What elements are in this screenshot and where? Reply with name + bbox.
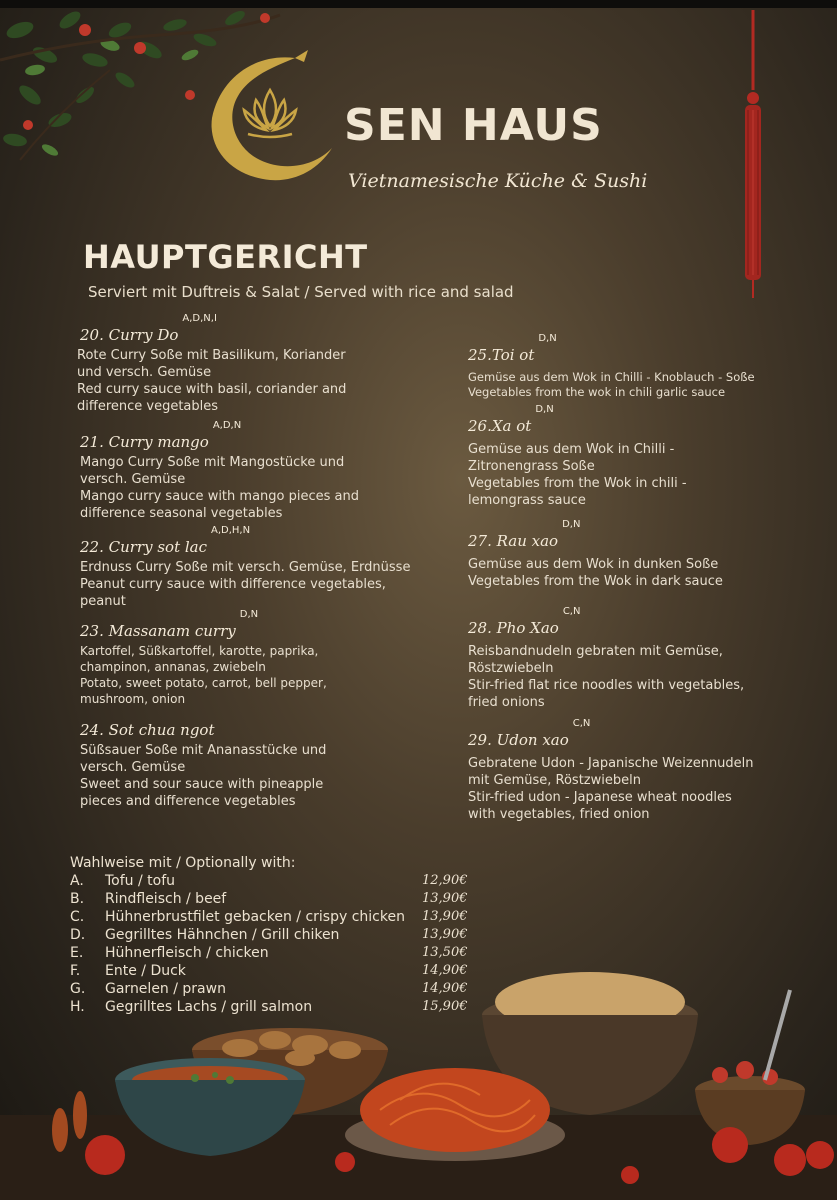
option-price: 13,90€ xyxy=(422,927,468,942)
menu-item-25 xyxy=(468,333,808,400)
allergen-codes: A,D,H,N xyxy=(211,525,251,536)
menu-item-20 xyxy=(77,313,450,415)
menu-item-26 xyxy=(468,404,808,509)
option-row-b: B. Rindfleisch / beef 13,90€ xyxy=(70,891,468,907)
option-price: 12,90€ xyxy=(422,873,468,888)
menu-item-29 xyxy=(468,718,808,823)
option-row-f: F. Ente / Duck 14,90€ xyxy=(70,963,468,979)
dish-name: 26.Xa ot xyxy=(468,417,532,435)
option-row-c: C. Hühnerbrustfilet gebacken / crispy chicken 13,90€ xyxy=(70,909,468,925)
menu-item-28 xyxy=(468,606,808,711)
option-price: 13,90€ xyxy=(422,909,468,924)
dish-name: 29. Udon xao xyxy=(468,731,569,749)
dish-description: Reisbandnudeln gebraten mit Gemüse, Röstzwiebeln Stir-fried flat rice noodles with vegetables, fried onions xyxy=(468,644,745,710)
dish-name: 27. Rau xao xyxy=(468,532,559,550)
brand-tagline: Vietnamesische Küche & Sushi xyxy=(348,170,648,192)
dish-description: Gemüse aus dem Wok in dunken Soße Vegetables from the Wok in dark sauce xyxy=(468,557,723,589)
dish-description: Gebratene Udon - Japanische Weizennudeln mit Gemüse, Röstzwiebeln Stir-fried udon - Japanese wheat noodles with vegetables, fried onion xyxy=(468,756,754,822)
dish-name: 23. Massanam curry xyxy=(80,622,236,640)
dish-description: Gemüse aus dem Wok in Chilli - Zitronengrass Soße Vegetables from the Wok in chili - lemongrass sauce xyxy=(468,442,687,508)
menu-item-27 xyxy=(468,519,808,590)
dish-description: Kartoffel, Süßkartoffel, karotte, paprika, champinon, annanas, zwiebeln Potato, sweet potato, carrot, bell pepper, mushroom, onion xyxy=(80,644,327,706)
option-row-g: G. Garnelen / prawn 14,90€ xyxy=(70,981,468,997)
allergen-codes: D,N xyxy=(562,519,581,530)
section-subtitle: Serviert mit Duftreis & Salat / Served with rice and salad xyxy=(88,283,514,301)
dish-name: 21. Curry mango xyxy=(80,433,209,451)
dish-name: 25.Toi ot xyxy=(468,346,535,364)
menu-item-21 xyxy=(80,420,450,522)
dish-name: 22. Curry sot lac xyxy=(80,538,208,556)
brand-name: SEN HAUS xyxy=(344,100,603,151)
allergen-codes: C,N xyxy=(572,718,591,729)
koi-lotus-logo xyxy=(200,48,340,188)
allergen-codes: D,N xyxy=(239,609,259,620)
dish-description: Süßsauer Soße mit Ananasstücke und versch. Gemüse Sweet and sour sauce with pineapple pieces and difference vegetables xyxy=(80,743,327,809)
option-price: 15,90€ xyxy=(422,999,468,1014)
option-row-a: A. Tofu / tofu 12,90€ xyxy=(70,873,468,889)
menu-item-22 xyxy=(80,525,450,610)
dish-name: 28. Pho Xao xyxy=(468,619,559,637)
hanging-tassel-decoration xyxy=(738,10,768,300)
menu-item-24 xyxy=(80,720,450,810)
allergen-codes: A,D,N,I xyxy=(182,313,217,324)
option-price: 14,90€ xyxy=(422,981,468,996)
dish-description: Mango Curry Soße mit Mangostücke und versch. Gemüse Mango curry sauce with mango pieces and difference seasonal vegetables xyxy=(80,455,359,521)
allergen-codes: C,N xyxy=(562,606,581,617)
dish-description: Erdnuss Curry Soße mit versch. Gemüse, Erdnüsse Peanut curry sauce with difference vegetables, peanut xyxy=(80,560,411,609)
option-row-e: E. Hühnerfleisch / chicken 13,50€ xyxy=(70,945,468,961)
options-heading: Wahlweise mit / Optionally with: xyxy=(70,855,296,871)
dish-name: 20. Curry Do xyxy=(80,326,179,344)
dish-name: 24. Sot chua ngot xyxy=(80,721,215,739)
protein-options xyxy=(70,855,480,1017)
allergen-codes: D,N xyxy=(535,404,554,415)
option-row-h: H. Gegrilltes Lachs / grill salmon 15,90€ xyxy=(70,999,468,1015)
option-price: 13,50€ xyxy=(422,945,468,960)
menu-item-23 xyxy=(80,609,450,707)
option-price: 13,90€ xyxy=(422,891,468,906)
dish-description: Rote Curry Soße mit Basilikum, Koriander und versch. Gemüse Red curry sauce with basil, coriander and difference vegetables xyxy=(77,348,347,414)
allergen-codes: D,N xyxy=(538,333,557,344)
dish-description: Gemüse aus dem Wok in Chilli - Knoblauch - Soße Vegetables from the wok in chili garlic sauce xyxy=(468,370,755,399)
allergen-codes: A,D,N xyxy=(212,420,242,431)
option-price: 14,90€ xyxy=(422,963,468,978)
option-row-d: D. Gegrilltes Hähnchen / Grill chiken 13,90€ xyxy=(70,927,468,943)
section-title: HAUPTGERICHT xyxy=(83,238,368,276)
